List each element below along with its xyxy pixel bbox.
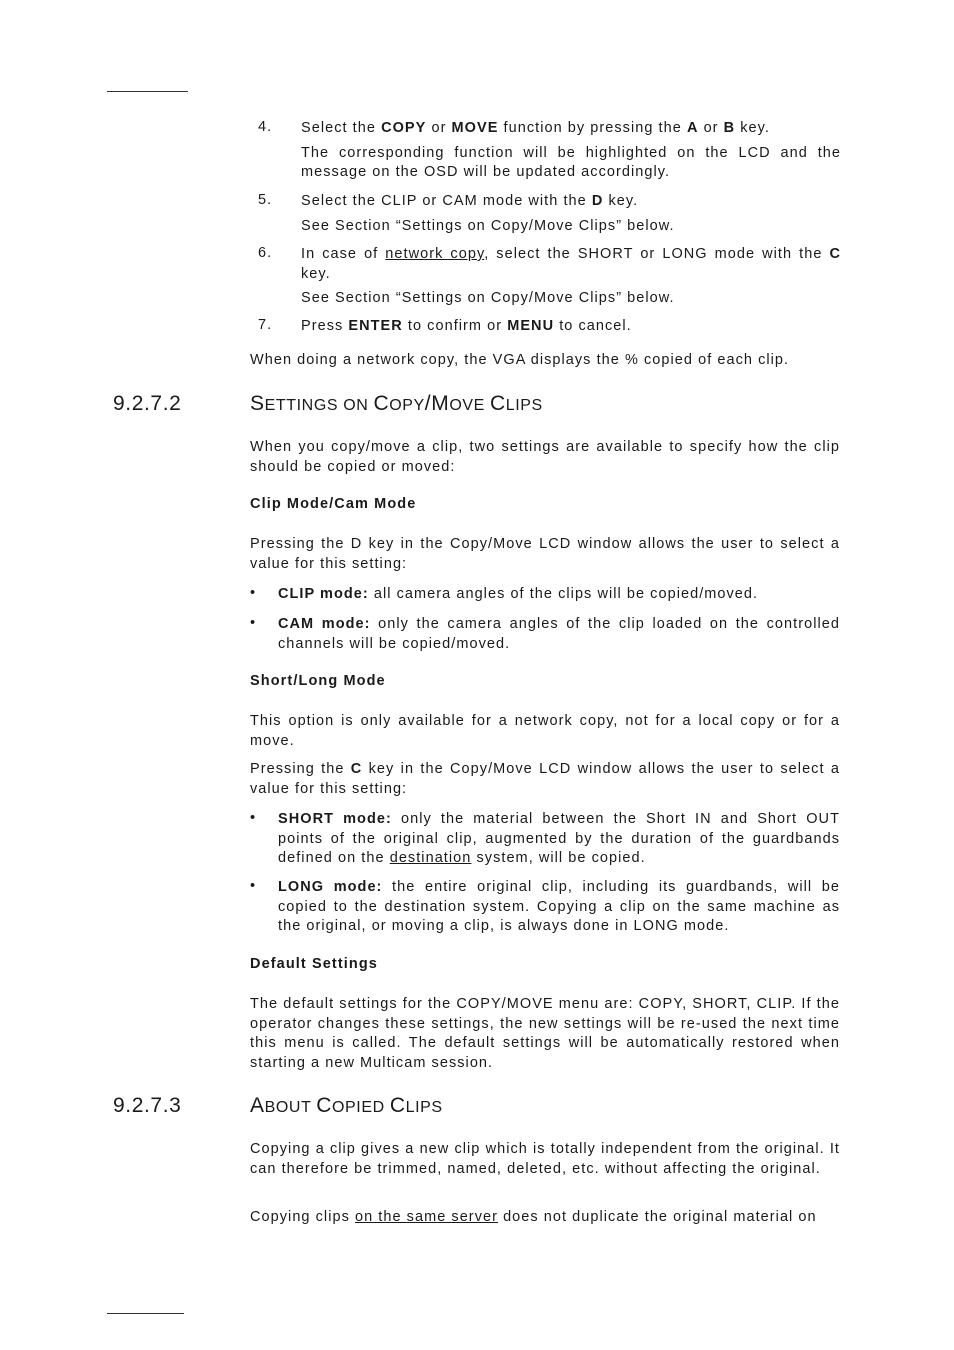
step-body xyxy=(301,119,841,183)
bold-run: C xyxy=(350,761,363,777)
clip-mode-intro: Pressing the D key in the Copy/Move LCD window allows the user to select a value for this setting: xyxy=(250,536,840,572)
step-text xyxy=(301,245,841,284)
section-heading-settings xyxy=(113,392,543,416)
short-long-para-2 xyxy=(250,760,840,799)
text-run: key. xyxy=(735,120,770,136)
text-run: S xyxy=(250,392,265,415)
text-run: system, will be copied. xyxy=(471,850,646,866)
bold-run: MENU xyxy=(507,318,555,334)
text-run: key. xyxy=(603,193,639,209)
text-run: key in the Copy/Move LCD window allows the user to select a value for this setting: xyxy=(250,761,840,797)
text-run: key. xyxy=(301,265,331,282)
text-run: only the camera angles of the clip loaded on the controlled channels will be copied/moved. xyxy=(278,616,840,652)
section-number: 9.2.7.2 xyxy=(113,392,182,415)
text-run: Select the CLIP or CAM mode with the xyxy=(301,193,592,209)
section-heading-copied-clips xyxy=(113,1094,443,1118)
bold-run: C xyxy=(829,246,842,262)
text-run: function by pressing the xyxy=(498,120,687,136)
bullet-clip-mode xyxy=(250,585,840,605)
text-run: In case of xyxy=(301,246,386,262)
bold-run: MOVE xyxy=(451,120,499,136)
copied-clips-para-1: Copying a clip gives a new clip which is totally independent from the original. It can therefore be trimmed, named, deleted, etc. without affecting the original. xyxy=(250,1141,840,1177)
bullet-icon: • xyxy=(250,878,257,894)
text-run: to cancel. xyxy=(554,318,632,334)
bold-run: D xyxy=(591,193,604,209)
step-body xyxy=(301,317,841,337)
bold-run: ENTER xyxy=(348,318,403,334)
text-run: Pressing the xyxy=(250,761,351,777)
text-run: the entire original clip, including its guardbands, will be copied to the destination system. Copying a clip on the same machine as the original, or moving a clip, is always done in LONG mode. xyxy=(278,879,841,934)
step-text xyxy=(301,119,841,139)
bold-run: CAM mode: xyxy=(278,616,371,632)
header-rule xyxy=(107,91,188,92)
section-title xyxy=(250,1094,443,1118)
subheading-default-settings: Default Settings xyxy=(250,956,378,972)
step-text xyxy=(301,192,841,212)
bold-run: SHORT mode: xyxy=(278,811,392,827)
text-run: /M xyxy=(424,392,450,415)
text-run: OPY xyxy=(389,397,425,414)
bold-run: CLIP mode: xyxy=(278,586,369,602)
settings-intro: When you copy/move a clip, two settings are available to specify how the clip should be copied or moved: xyxy=(250,439,840,475)
underlined-run: on the same server xyxy=(354,1209,498,1225)
bullet-short-mode xyxy=(250,810,840,869)
step-number: 7. xyxy=(258,317,273,333)
bullet-icon: • xyxy=(250,810,257,826)
text-run: or xyxy=(426,120,452,136)
step-body xyxy=(301,245,841,309)
bold-run: COPY xyxy=(381,120,427,136)
step-note: The corresponding function will be highlighted on the LCD and the message on the OSD will be updated accordingly. xyxy=(301,144,841,180)
text-run: , select the SHORT or LONG mode with the xyxy=(484,246,830,262)
text-run: BOUT xyxy=(264,1099,317,1116)
bullet-text xyxy=(278,585,840,605)
text-run: C xyxy=(373,392,390,415)
section-title xyxy=(250,392,543,416)
bullet-text xyxy=(278,615,840,654)
text-run: OPIED xyxy=(331,1099,390,1116)
text-run: Press xyxy=(301,318,349,334)
bold-run: B xyxy=(723,120,736,136)
bullet-text xyxy=(278,878,840,937)
text-run: C xyxy=(389,1094,406,1117)
underlined-run: destination xyxy=(389,850,472,866)
text-run: does not duplicate the original material on xyxy=(497,1209,817,1225)
text-run: Select the xyxy=(301,120,382,136)
step-text xyxy=(301,317,841,337)
subheading-clip-mode: Clip Mode/Cam Mode xyxy=(250,496,417,512)
copied-clips-para-2 xyxy=(250,1208,840,1228)
text-run: Copying clips xyxy=(250,1209,355,1225)
bullet-text xyxy=(278,810,840,869)
subheading-short-long: Short/Long Mode xyxy=(250,673,386,689)
text-run: or xyxy=(698,120,724,136)
text-run: all camera angles of the clips will be copied/moved. xyxy=(368,586,759,602)
step-body xyxy=(301,192,841,236)
footer-rule xyxy=(107,1313,184,1314)
underlined-run: network copy xyxy=(385,246,485,262)
text-run: ETTINGS ON xyxy=(264,397,374,414)
network-copy-note: When doing a network copy, the VGA displays the % copied of each clip. xyxy=(250,352,790,368)
text-run: A xyxy=(250,1094,265,1117)
step-note: See Section “Settings on Copy/Move Clips” below. xyxy=(301,290,675,306)
bullet-cam-mode xyxy=(250,615,840,654)
bullet-icon: • xyxy=(250,585,257,601)
text-run: LIPS xyxy=(405,1099,443,1116)
text-run: C xyxy=(489,392,506,415)
bold-run: A xyxy=(686,120,699,136)
bold-run: LONG mode: xyxy=(278,879,383,895)
text-run: C xyxy=(316,1094,332,1117)
bullet-long-mode xyxy=(250,878,840,937)
section-number: 9.2.7.3 xyxy=(113,1094,182,1117)
text-run: only the material between the Short IN and Short OUT points of the original clip, augmented by the duration of the guardbands defined on the xyxy=(278,811,840,866)
step-number: 4. xyxy=(258,119,273,135)
default-settings-text: The default settings for the COPY/MOVE menu are: COPY, SHORT, CLIP. If the operator changes these settings, the new settings will be re-used the next time this menu is called. The default settings will be automatically restored when starting a new Multicam session. xyxy=(250,996,840,1071)
short-long-para-1: This option is only available for a network copy, not for a local copy or for a move. xyxy=(250,713,840,749)
text-run: LIPS xyxy=(505,397,543,414)
step-note: See Section “Settings on Copy/Move Clips” below. xyxy=(301,217,675,234)
text-run: to confirm or xyxy=(402,318,508,334)
text-run: OVE xyxy=(449,397,490,414)
step-number: 6. xyxy=(258,245,273,261)
step-number: 5. xyxy=(258,192,273,208)
bullet-icon: • xyxy=(250,615,257,631)
